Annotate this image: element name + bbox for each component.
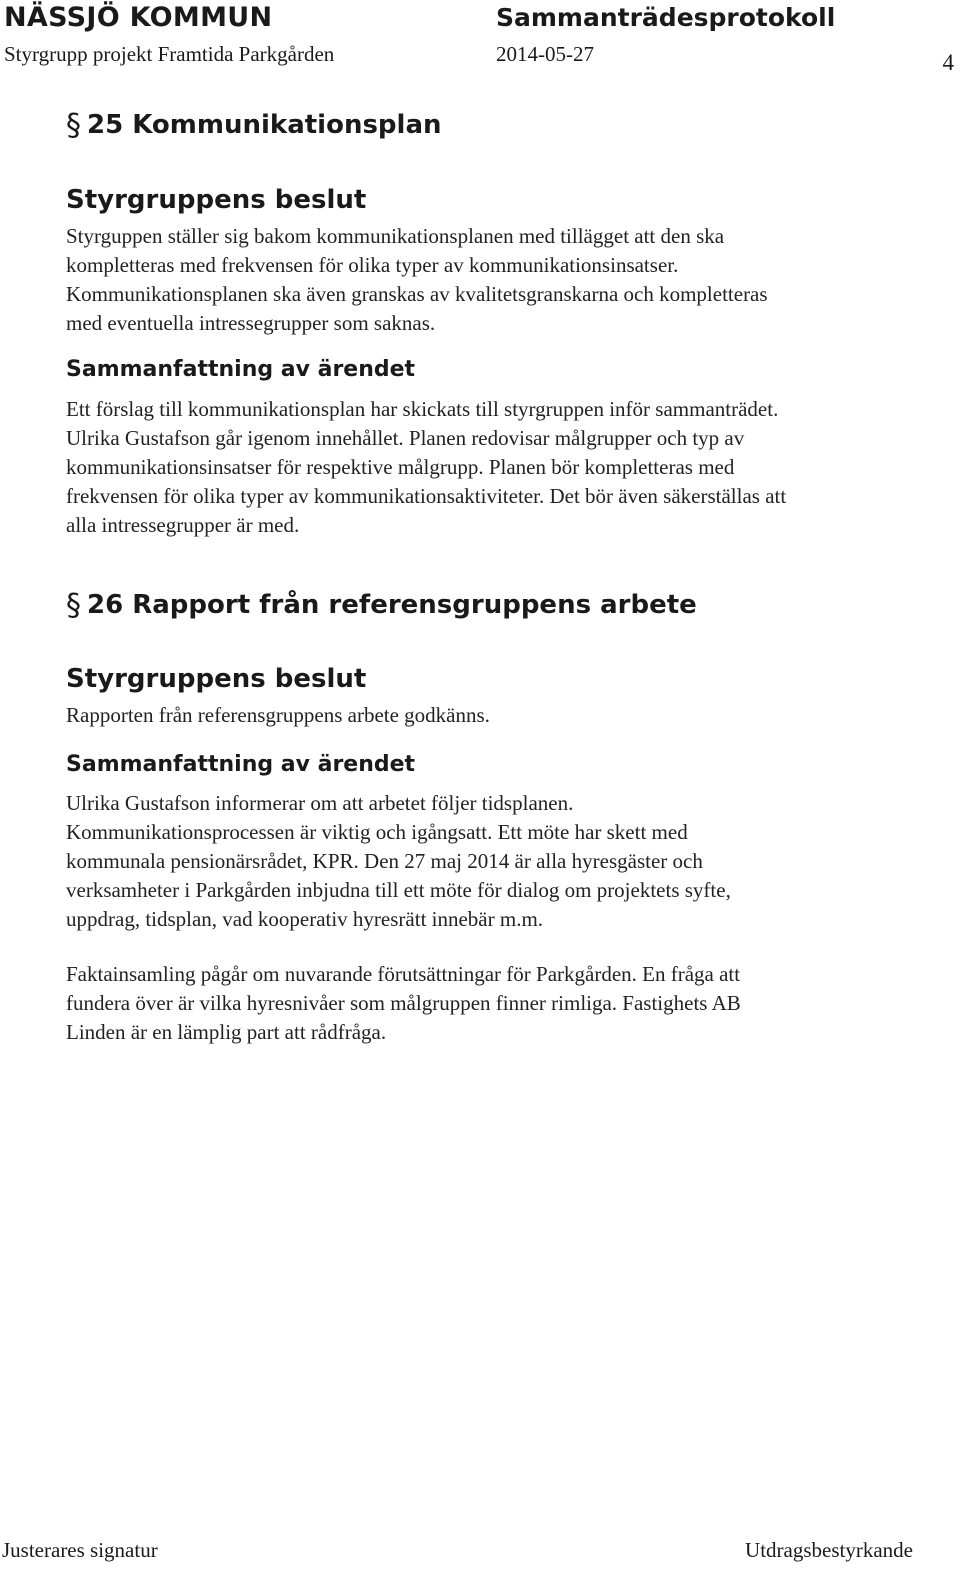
decision-heading: Styrgruppens beslut [66, 185, 367, 215]
footer-certification-label: Utdragsbestyrkande [745, 1538, 913, 1562]
text-line: Ulrika Gustafson går igenom innehållet. Planen redovisar målgrupper och typ av [66, 426, 745, 450]
text-line: Styrguppen ställer sig bakom kommunikationsplanen med tillägget att den ska [66, 224, 725, 248]
text-line: fundera över är vilka hyresnivåer som målgruppen finner rimliga. Fastighets AB [66, 991, 741, 1015]
footer-signature-label: Justerares signatur [2, 1538, 158, 1562]
text-line: kompletteras med frekvensen för olika typer av kommunikationsinsatser. [66, 253, 679, 277]
text-line: Linden är en lämplig part att rådfråga. [66, 1020, 387, 1044]
section-title: 25 Kommunikationsplan [87, 110, 442, 140]
text-line: alla intressegrupper är med. [66, 513, 300, 537]
section-26-heading [66, 588, 697, 623]
organization-name: NÄSSJÖ KOMMUN [4, 2, 273, 33]
text-line: Rapporten från referensgruppens arbete godkänns. [66, 703, 490, 727]
text-line: Ulrika Gustafson informerar om att arbetet följer tidsplanen. [66, 791, 574, 815]
summary-heading: Sammanfattning av ärendet [66, 752, 416, 777]
text-line: Kommunikationsplanen ska även granskas av kvalitetsgranskarna och kompletteras [66, 282, 768, 306]
page-number: 4 [942, 50, 954, 75]
summary-text [66, 789, 916, 934]
paragraph-sign: § [66, 588, 81, 623]
text-line: uppdrag, tidsplan, vad kooperativ hyresrätt innebär m.m. [66, 907, 544, 931]
document-type: Sammanträdesprotokoll [496, 3, 836, 32]
text-line: Kommunikationsprocessen är viktig och igångsatt. Ett möte har skett med [66, 820, 688, 844]
section-title: 26 Rapport från referensgruppens arbete [87, 590, 697, 620]
text-line: Faktainsamling pågår om nuvarande förutsättningar för Parkgården. En fråga att [66, 962, 741, 986]
section-25-heading [66, 108, 442, 143]
decision-text [66, 222, 916, 338]
decision-text [66, 701, 916, 730]
text-line: kommunikationsinsatser för respektive målgrupp. Planen bör kompletteras med [66, 455, 735, 479]
text-line: verksamheter i Parkgården inbjudna till ett möte för dialog om projektets syfte, [66, 878, 731, 902]
meeting-date: 2014-05-27 [496, 42, 594, 66]
decision-heading: Styrgruppens beslut [66, 664, 367, 694]
text-line: Ett förslag till kommunikationsplan har skickats till styrgruppen inför sammanträdet. [66, 397, 779, 421]
summary-text [66, 395, 916, 540]
summary-heading: Sammanfattning av ärendet [66, 357, 416, 382]
text-line: frekvensen för olika typer av kommunikationsaktiviteter. Det bör även säkerställas att [66, 484, 787, 508]
paragraph-sign: § [66, 108, 81, 143]
text-line: kommunala pensionärsrådet, KPR. Den 27 maj 2014 är alla hyresgäster och [66, 849, 703, 873]
document-subtitle: Styrgrupp projekt Framtida Parkgården [4, 42, 335, 66]
text-line: med eventuella intressegrupper som saknas. [66, 311, 436, 335]
additional-text [66, 960, 916, 1047]
